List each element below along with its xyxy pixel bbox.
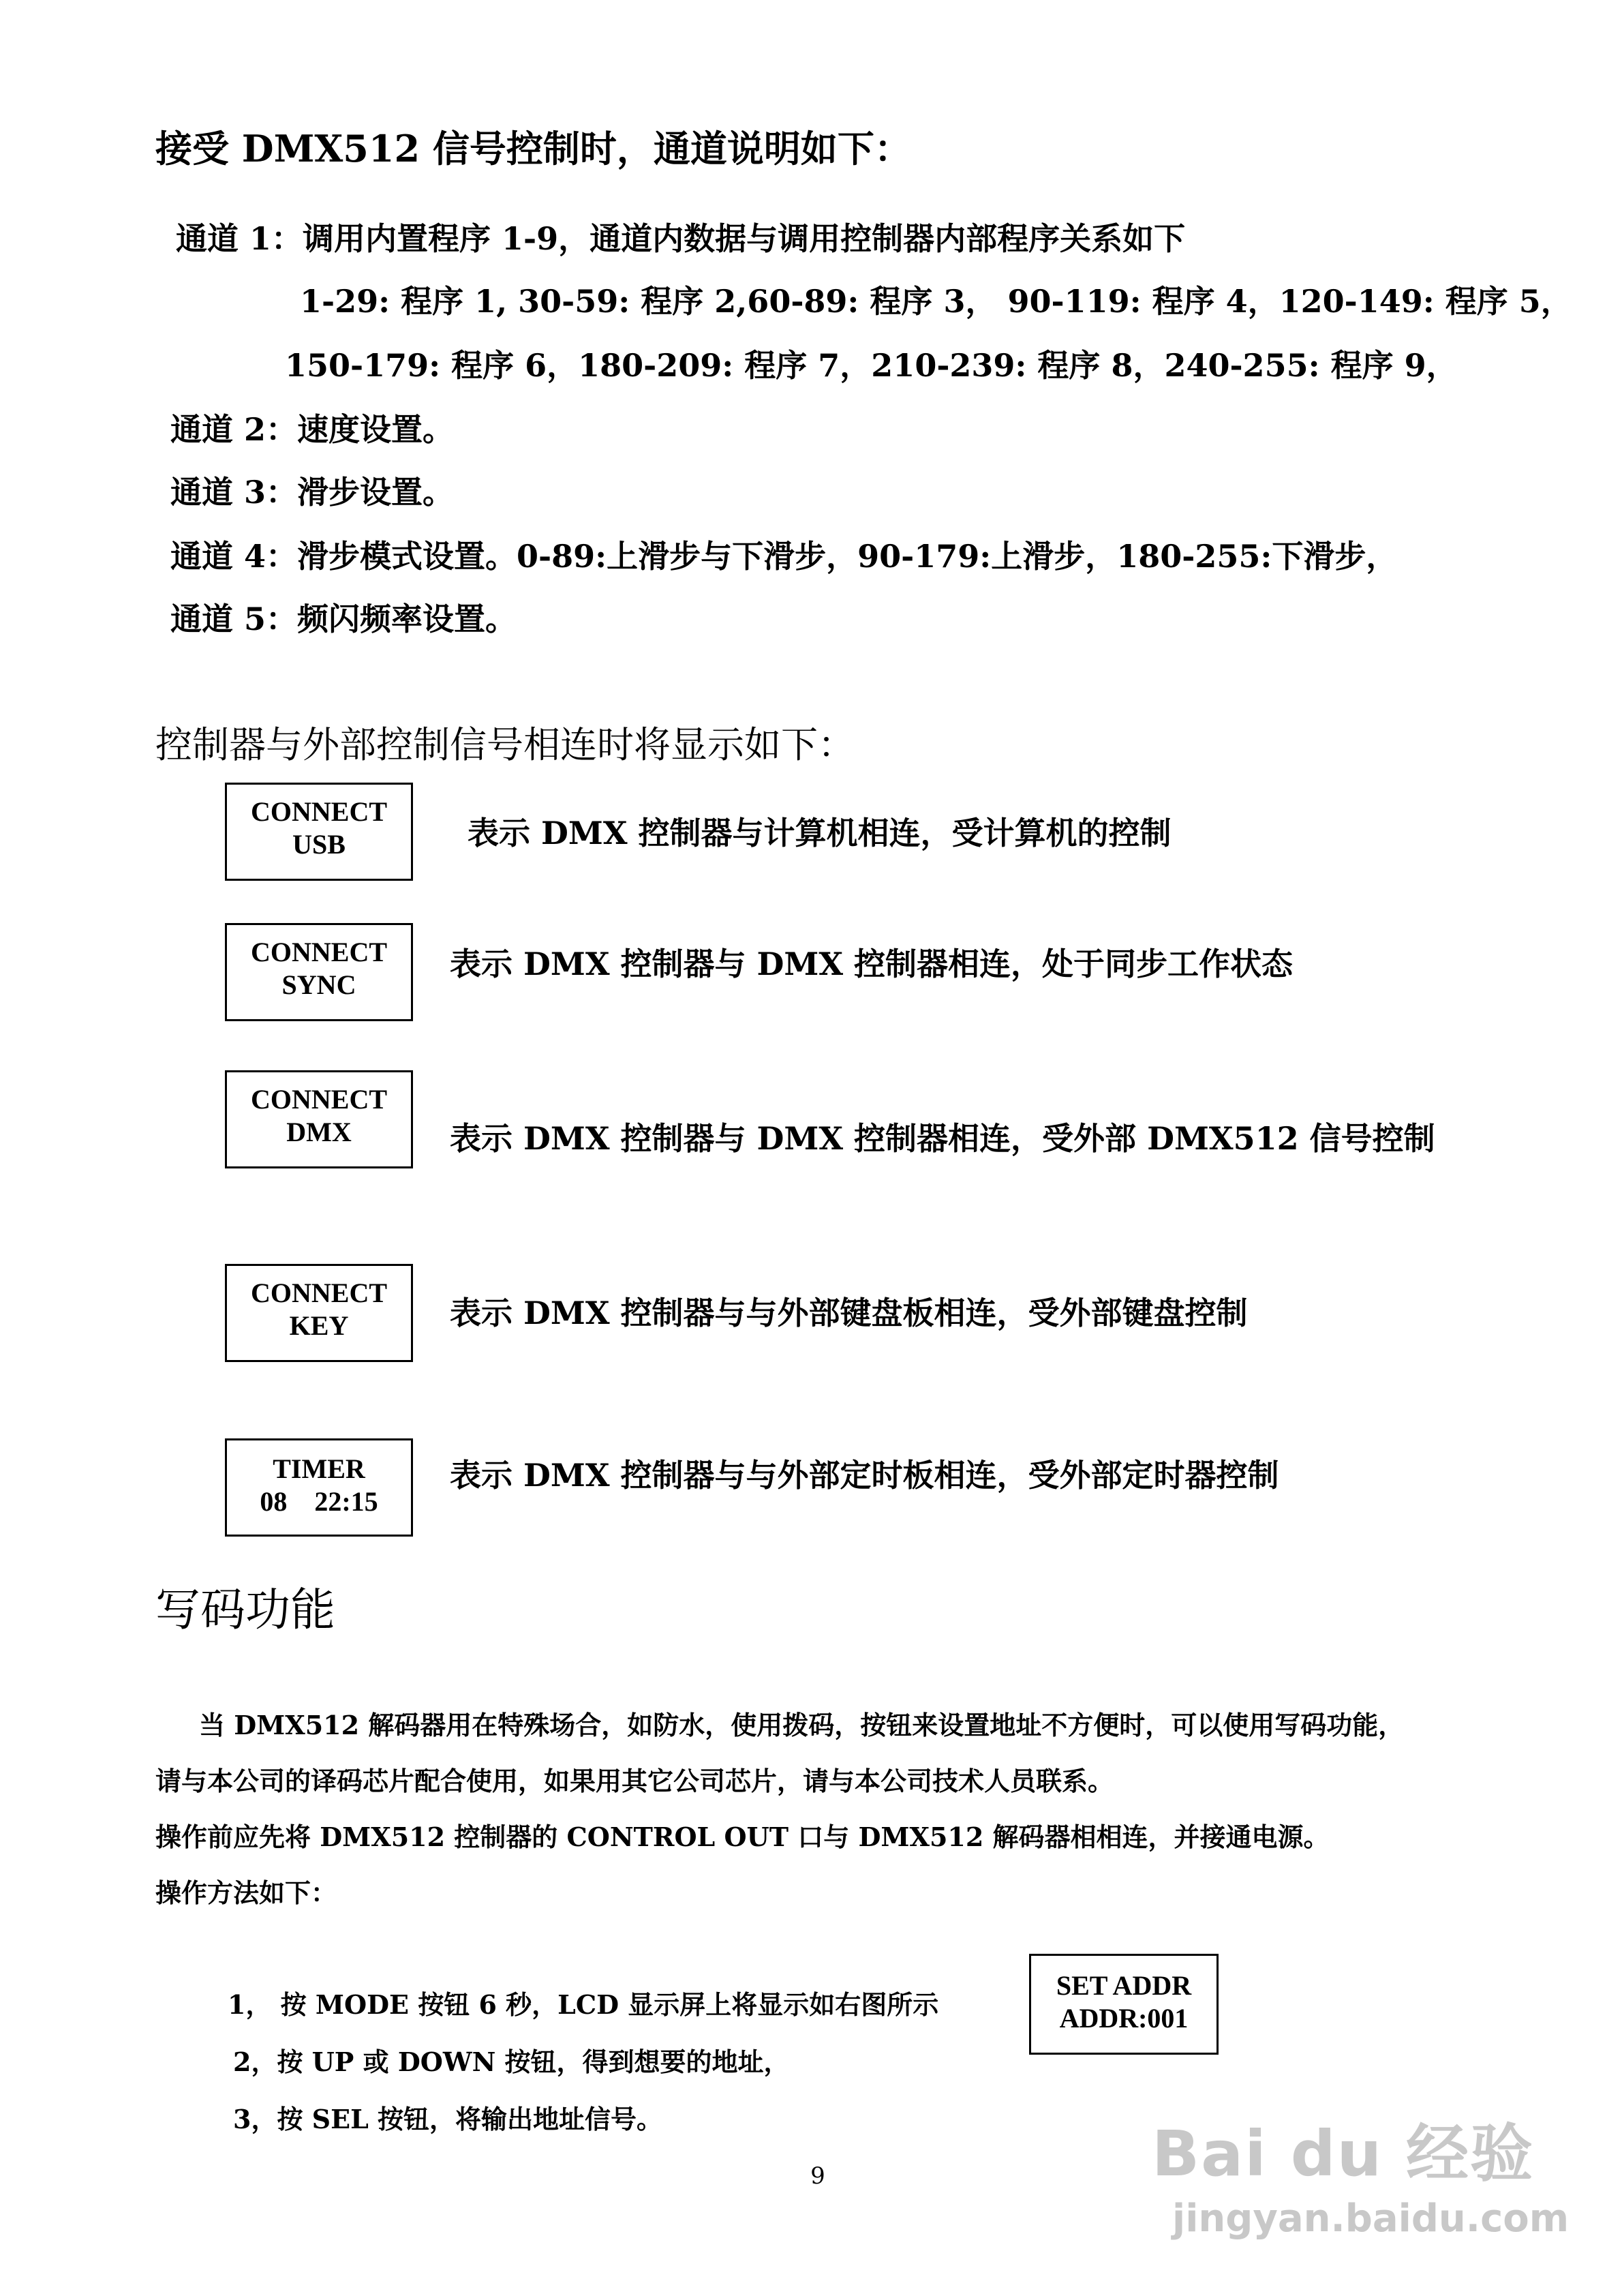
lcd-connect-usb [225,783,413,881]
dmx-section-heading: 接受 DMX512 信号控制时，通道说明如下： [155,127,911,170]
channel4-text: 通道 4：滑步模式设置。0-89:上滑步与下滑步，90-179:上滑步，180-255:下滑步， [170,538,1398,575]
step-3: 3，按 SEL 按钮，将输出地址信号。 [233,2104,663,2134]
page-number: 9 [810,2162,825,2190]
write-para-1: 当 DMX512 解码器用在特殊场合，如防水，使用拨码，按钮来设置地址不方便时，可以使用写码功能， [199,1710,1405,1740]
lcd-connect-sync [225,923,413,1021]
lcd-line1: CONNECT [250,1084,388,1115]
timer-desc: 表示 DMX 控制器与与外部定时板相连，受外部定时器控制 [450,1457,1279,1494]
lcd-timer [225,1438,413,1537]
write-para-4: 操作方法如下： [155,1877,337,1908]
channel3-text: 通道 3：滑步设置。 [170,474,455,511]
lcd-line1: SET ADDR [1056,1970,1192,2001]
lcd-connect-key [225,1264,413,1362]
lcd-line2: KEY [289,1310,349,1341]
lcd-line2: DMX [286,1117,352,1147]
watermark-url: jingyan.baidu.com [1172,2196,1570,2241]
step-2: 2，按 UP 或 DOWN 按钮，得到想要的地址， [233,2046,790,2077]
write-section-heading: 写码功能 [155,1584,335,1636]
channel1-map-line1: 1-29: 程序 1, 30-59: 程序 2,60-89: 程序 3， 90-119: 程序 4，120-149: 程序 5， [300,283,1572,320]
connect-usb-desc: 表示 DMX 控制器与计算机相连，受计算机的控制 [468,815,1172,851]
lcd-line1: CONNECT [250,1278,388,1308]
lcd-line2: ADDR:001 [1059,2003,1189,2034]
lcd-line1: CONNECT [250,796,388,827]
lcd-line2: USB [292,829,346,860]
connect-section-heading: 控制器与外部控制信号相连时将显示如下： [155,723,855,766]
connect-key-desc: 表示 DMX 控制器与与外部键盘板相连，受外部键盘控制 [450,1295,1248,1331]
channel1-title: 通道 1：调用内置程序 1-9，通道内数据与调用控制器内部程序关系如下 [176,220,1186,257]
lcd-line1: CONNECT [250,937,388,967]
lcd-line1: TIMER [273,1453,365,1484]
lcd-line2: SYNC [281,969,356,1000]
write-para-2: 请与本公司的译码芯片配合使用，如果用其它公司芯片，请与本公司技术人员联系。 [155,1766,1114,1796]
lcd-set-addr [1029,1954,1219,2055]
write-para-3: 操作前应先将 DMX512 控制器的 CONTROL OUT 口与 DMX512 解码器相相连，并接通电源。 [155,1822,1330,1852]
connect-sync-desc: 表示 DMX 控制器与 DMX 控制器相连，处于同步工作状态 [450,946,1294,982]
lcd-line2: 08 22:15 [260,1486,378,1517]
channel5-text: 通道 5：频闪频率设置。 [170,601,517,637]
step-1: 1， 按 MODE 按钮 6 秒，LCD 显示屏上将显示如右图所示 [228,1989,939,2020]
lcd-connect-dmx [225,1070,413,1168]
connect-dmx-desc: 表示 DMX 控制器与 DMX 控制器相连，受外部 DMX512 信号控制 [450,1120,1435,1157]
channel1-map-line2: 150-179: 程序 6，180-209: 程序 7，210-239: 程序 8，240-255: 程序 9， [285,347,1458,384]
channel2-text: 通道 2：速度设置。 [170,411,455,448]
baidu-watermark-logo: Bai du 经验 [1152,2117,1535,2190]
